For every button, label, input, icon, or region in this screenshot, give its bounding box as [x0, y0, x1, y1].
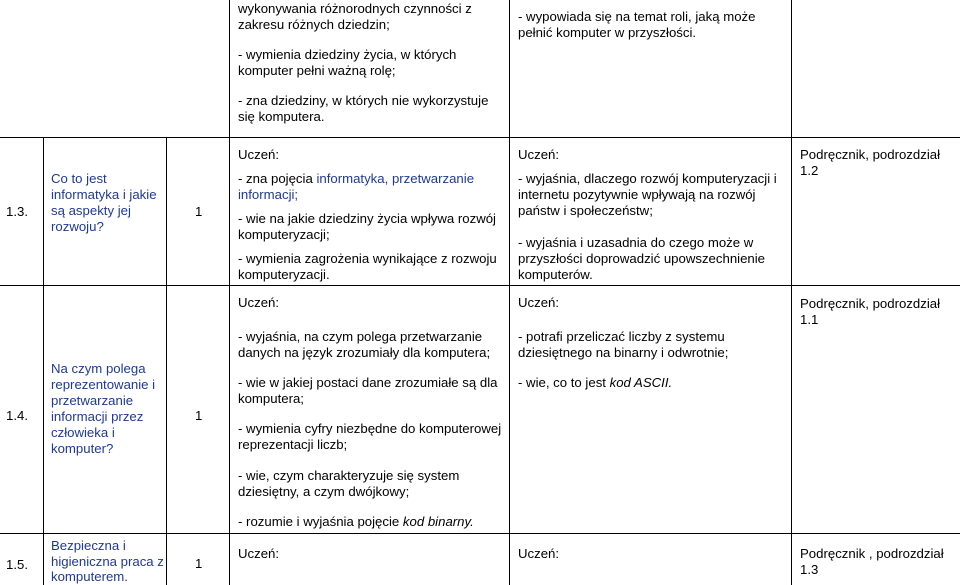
topic-line: Na czym polega: [51, 361, 146, 376]
basic-line: komputeryzacji.: [238, 267, 330, 282]
basic-line: danych na język zrozumiały dla komputera;: [238, 345, 491, 360]
advanced-line: - wie, co to jest kod ASCII.: [518, 375, 673, 390]
carry-advanced-line: pełnić komputer w przyszłości.: [518, 25, 697, 40]
topic-line: Co to jest: [51, 171, 107, 186]
textbook-reference: 1.3: [800, 562, 819, 577]
topic-line: komputerem.: [51, 569, 128, 584]
topic-line: informatyka i jakie: [51, 187, 157, 202]
advanced-line: komputerów.: [518, 267, 593, 282]
basic-line: - wie w jakiej postaci dane zrozumiałe są dla: [238, 375, 498, 390]
advanced-line: przyszłości doprowadzić upowszechnienie: [518, 251, 766, 266]
col-border-5: [791, 0, 792, 585]
topic-line: reprezentowanie i: [51, 377, 156, 392]
topic-line: człowieka i: [51, 425, 115, 440]
carry-basic-line: - zna dziedziny, w których nie wykorzystuje: [238, 93, 489, 108]
topic-line: informacji przez: [51, 409, 144, 424]
hours-value: 1: [195, 556, 203, 571]
basic-heading: Uczeń:: [238, 295, 280, 310]
carry-basic-line: wykonywania różnorodnych czynności z: [238, 1, 472, 16]
carry-basic-line: komputer pełni ważną rolę;: [238, 63, 396, 78]
carry-basic-line: - wymienia dziedziny życia, w których: [238, 47, 457, 62]
basic-line: komputera;: [238, 391, 304, 406]
basic-line: reprezentacji liczb;: [238, 437, 348, 452]
row-border-2: [0, 285, 960, 286]
topic-line: są aspekty jej: [51, 203, 131, 218]
hours-value: 1: [195, 204, 203, 219]
topic-line: komputer?: [51, 441, 114, 456]
advanced-line: - wyjaśnia, dlaczego rozwój komputeryzacji i: [518, 171, 777, 186]
advanced-line: państw i społeczeństw;: [518, 203, 653, 218]
topic-line: Bezpieczna i: [51, 538, 126, 553]
lesson-number: 1.3.: [6, 204, 28, 219]
row-border-3: [0, 533, 960, 534]
row-border-1: [0, 137, 960, 138]
basic-line: - wie na jakie dziedziny życia wpływa rozwój: [238, 211, 496, 226]
textbook-reference: Podręcznik, podrozdział: [800, 296, 941, 311]
advanced-heading: Uczeń:: [518, 295, 560, 310]
advanced-line: - potrafi przeliczać liczby z systemu: [518, 329, 725, 344]
carry-basic-line: zakresu różnych dziedzin;: [238, 17, 390, 32]
advanced-line: dziesiętnego na binarny i odwrotnie;: [518, 345, 729, 360]
basic-line: dziesiętny, a czym dwójkowy;: [238, 484, 410, 499]
basic-line: - wyjaśnia, na czym polega przetwarzanie: [238, 329, 483, 344]
topic-line: higieniczna praca z: [51, 554, 164, 569]
textbook-reference: 1.2: [800, 163, 819, 178]
textbook-reference: Podręcznik, podrozdział: [800, 147, 941, 162]
advanced-heading: Uczeń:: [518, 546, 560, 561]
hours-value: 1: [195, 408, 203, 423]
col-border-3: [229, 0, 230, 585]
basic-line: - wie, czym charakteryzuje się system: [238, 468, 460, 483]
col-border-4: [509, 0, 510, 585]
topic-line: przetwarzanie: [51, 393, 134, 408]
basic-line: komputeryzacji;: [238, 227, 330, 242]
col-border-1: [43, 137, 44, 585]
basic-line: - zna pojęcia informatyka, przetwarzanie: [238, 171, 475, 186]
topic-line: rozwoju?: [51, 219, 104, 234]
textbook-reference: 1.1: [800, 312, 819, 327]
advanced-line: internetu pozytywnie wpływają na rozwój: [518, 187, 756, 202]
basic-line: informacji;: [238, 187, 299, 202]
basic-line: - rozumie i wyjaśnia pojęcie kod binarny.: [238, 514, 474, 529]
advanced-heading: Uczeń:: [518, 147, 560, 162]
basic-heading: Uczeń:: [238, 147, 280, 162]
textbook-reference: Podręcznik , podrozdział: [800, 546, 944, 561]
lesson-number: 1.5.: [6, 557, 28, 572]
carry-advanced-line: - wypowiada się na temat roli, jaką może: [518, 9, 756, 24]
col-border-2: [166, 137, 167, 585]
basic-line: - wymienia cyfry niezbędne do komputerowej: [238, 421, 502, 436]
lesson-number: 1.4.: [6, 408, 28, 423]
advanced-line: - wyjaśnia i uzasadnia do czego może w: [518, 235, 754, 250]
carry-basic-line: się komputera.: [238, 109, 325, 124]
basic-line: - wymienia zagrożenia wynikające z rozwoju: [238, 251, 497, 266]
basic-heading: Uczeń:: [238, 546, 280, 561]
